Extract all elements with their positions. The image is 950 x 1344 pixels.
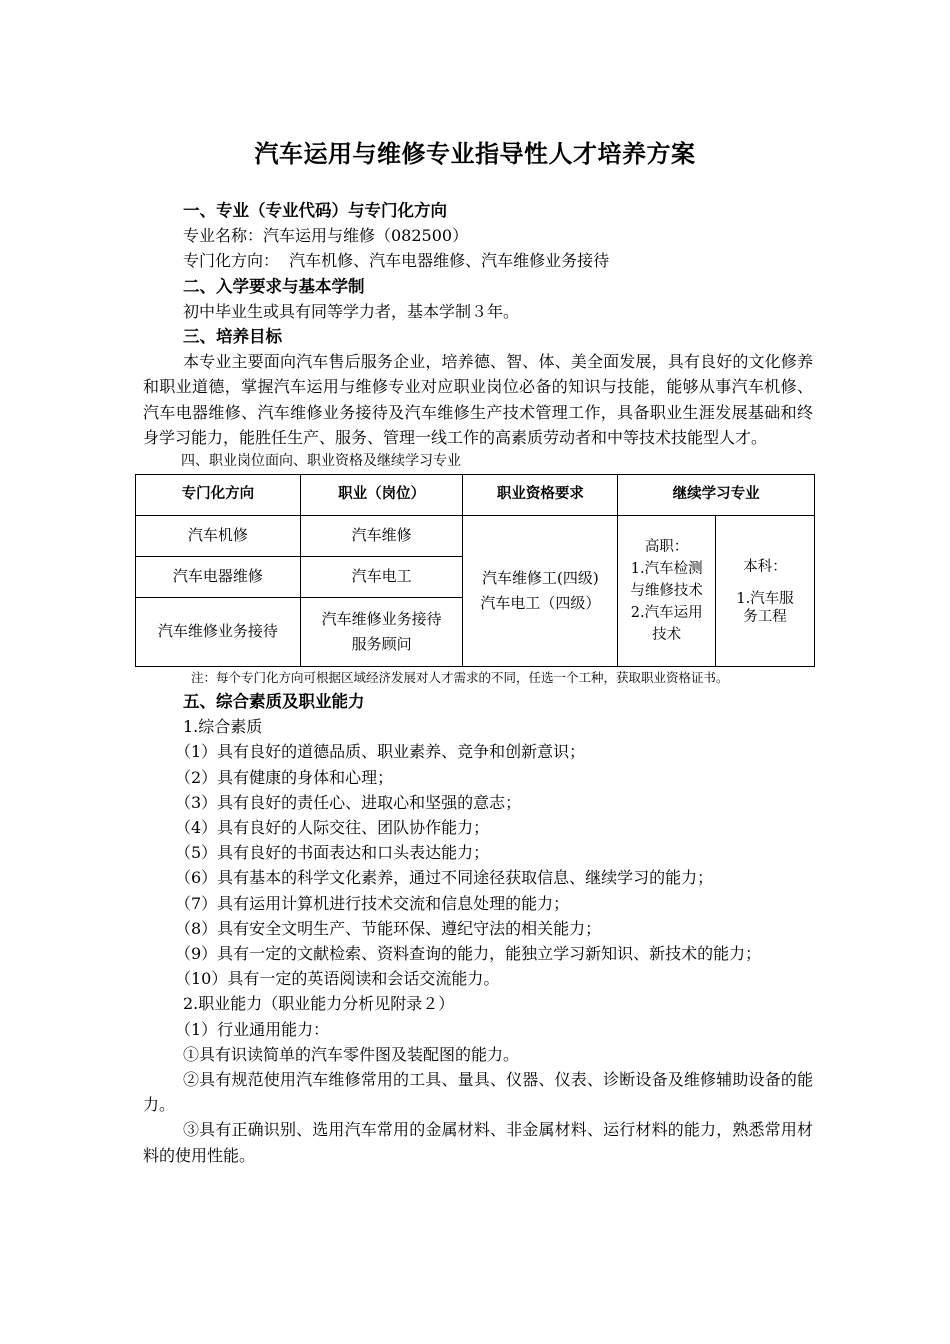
- vocational-line: 高职：: [644, 539, 689, 556]
- job-cell: 汽车电工: [300, 557, 463, 598]
- bachelor-line: 本科：: [743, 559, 787, 576]
- qualification-line: 汽车电工（四级）: [480, 594, 601, 613]
- section3-heading: 三、培养目标: [183, 327, 282, 347]
- table-note: 注：每个专门化方向可根据区域经济发展对人才需求的不同，任选一个工种，获取职业资格证书。: [191, 670, 729, 686]
- job-line: 汽车维修业务接待: [321, 610, 442, 629]
- section5-heading: 五、综合素质及职业能力: [183, 692, 365, 712]
- ability-item: ②具有规范使用汽车维修常用的工具、量具、仪器、仪表、诊断设备及维修辅助设备的能力。: [143, 1070, 813, 1115]
- job-cell: 汽车维修: [300, 516, 463, 557]
- list-item: （5）具有良好的书面表达和口头表达能力；: [175, 843, 490, 863]
- subsection-heading: 1.综合素质: [183, 717, 263, 737]
- document-body: [143, 198, 813, 1168]
- vocational-line: 2.汽车运用: [630, 605, 703, 622]
- subsection-heading: （1）行业通用能力：: [175, 1019, 330, 1039]
- major-directions: 专门化方向： 汽车机修、汽车电器维修、汽车维修业务接待: [183, 251, 610, 271]
- vocational-line: 与维修技术: [630, 583, 703, 600]
- section2-text: 初中毕业生或具有同等学力者，基本学制３年。: [183, 301, 520, 321]
- list-item: （9）具有一定的文献检索、资料查询的能力，能独立学习新知识、新技术的能力；: [175, 944, 762, 964]
- list-item: （2）具有健康的身体和心理；: [175, 767, 394, 787]
- job-cell: [300, 598, 463, 667]
- vocational-line: 技术: [652, 627, 682, 644]
- ability-item: ①具有识读简单的汽车零件图及装配图的能力。: [183, 1044, 520, 1064]
- job-line: 服务顾问: [351, 635, 412, 654]
- list-item: （3）具有良好的责任心、进取心和坚强的意志；: [175, 792, 522, 812]
- table-header-further-study: 继续学习专业: [618, 475, 815, 516]
- list-item: （10）具有一定的英语阅读和会话交流能力。: [175, 969, 500, 989]
- vocational-study-cell: [618, 516, 716, 667]
- table-header-job: 职业（岗位）: [300, 475, 463, 516]
- table-row: [136, 516, 815, 557]
- list-item: （1）具有良好的道德品质、职业素养、竞争和创新意识；: [175, 742, 586, 762]
- qualification-cell: [463, 516, 618, 667]
- table-header-row: [136, 475, 815, 516]
- direction-cell: 汽车电器维修: [136, 557, 301, 598]
- direction-cell: 汽车维修业务接待: [136, 598, 301, 667]
- document-title: 汽车运用与维修专业指导性人才培养方案: [254, 140, 696, 168]
- section2-heading: 二、入学要求与基本学制: [183, 276, 365, 296]
- ability-item: ③具有正确识别、选用汽车常用的金属材料、非金属材料、运行材料的能力，熟悉常用材料的使用性能。: [143, 1120, 813, 1165]
- bachelor-line: 1.汽车服: [736, 591, 794, 608]
- vocational-line: 1.汽车检测: [630, 561, 703, 578]
- direction-cell: 汽车机修: [136, 516, 301, 557]
- bachelor-line: 务工程: [743, 609, 787, 626]
- table-header-direction: 专门化方向: [136, 475, 301, 516]
- table-header-qualification: 职业资格要求: [463, 475, 618, 516]
- section1-heading: 一、专业（专业代码）与专门化方向: [183, 201, 447, 220]
- bachelor-study-cell: [716, 516, 815, 667]
- list-item: （4）具有良好的人际交往、团队协作能力；: [175, 818, 490, 838]
- list-item: （6）具有基本的科学文化素养，通过不同途径获取信息、继续学习的能力；: [175, 868, 714, 888]
- career-table: [135, 474, 815, 667]
- major-name: 专业名称：汽车运用与维修（082500）: [183, 226, 469, 246]
- qualification-line: 汽车维修工(四级): [481, 569, 599, 588]
- list-item: （8）具有安全文明生产、节能环保、遵纪守法的相关能力；: [175, 918, 602, 938]
- list-item: （7）具有运用计算机进行技术交流和信息处理的能力；: [175, 893, 570, 913]
- section4-caption: 四、职业岗位面向、职业资格及继续学习专业: [181, 453, 461, 470]
- section3-text: 本专业主要面向汽车售后服务企业，培养德、智、体、美全面发展，具有良好的文化修养和职业道德，掌握汽车运用与维修专业对应职业岗位必备的知识与技能，能够从事汽车机修、汽车电器维修、汽车维修业务接待及汽车维修生产技术管理工作，具备职业生涯发展基础和终身学习能力，能胜任生产、服务、管理一线工作的高素质劳动者和中等技术技能型人才。: [143, 352, 813, 447]
- subsection-heading: 2.职业能力（职业能力分析见附录２）: [183, 994, 455, 1014]
